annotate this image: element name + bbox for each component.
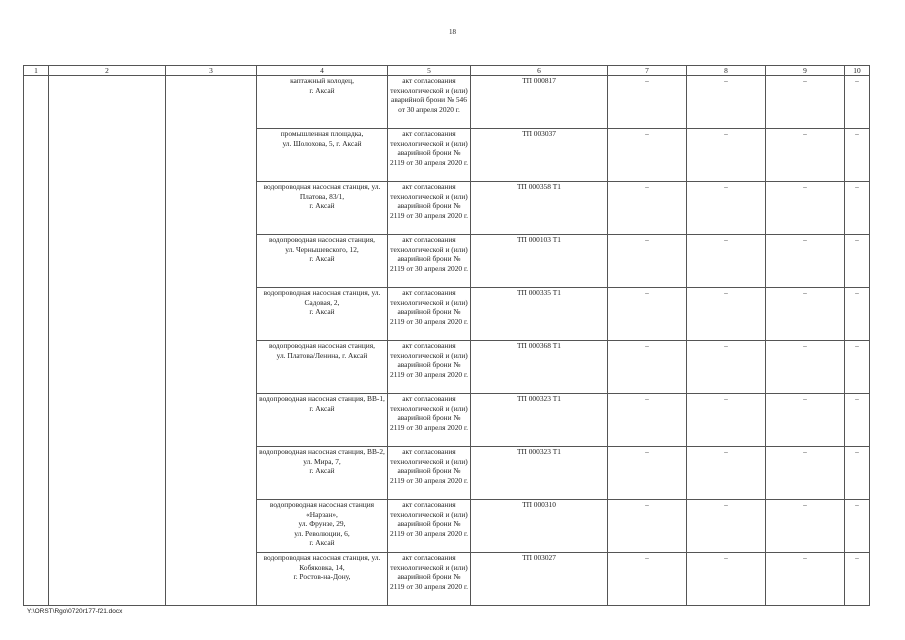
table-body (24, 66, 870, 606)
col-10-cell: – (845, 553, 870, 606)
object-cell: водопроводная насосная станция, ул. Платова, 83/1, г. Аксай (257, 182, 388, 235)
column-header: 8 (687, 66, 766, 76)
column-header: 6 (471, 66, 608, 76)
col-7-cell: – (608, 341, 687, 394)
act-cell: акт согласования технологической и (или) аварийной брони № 2119 от 30 апреля 2020 г. (388, 129, 471, 182)
col-8-cell: – (687, 447, 766, 500)
act-cell: акт согласования технологической и (или) аварийной брони № 2119 от 30 апреля 2020 г. (388, 553, 471, 606)
col-7-cell: – (608, 394, 687, 447)
column-header: 1 (24, 66, 49, 76)
col-9-cell: – (766, 76, 845, 129)
col-7-cell: – (608, 500, 687, 553)
col-9-cell: – (766, 182, 845, 235)
column-header: 7 (608, 66, 687, 76)
act-cell: акт согласования технологической и (или) аварийной брони № 2119 от 30 апреля 2020 г. (388, 288, 471, 341)
code-cell: ТП 003037 (471, 129, 608, 182)
object-cell: водопроводная насосная станция «Нарзан», ул. Фрунзе, 29, ул. Революции, 6, г. Аксай (257, 500, 388, 553)
col-7-cell: – (608, 235, 687, 288)
col-9-cell: – (766, 341, 845, 394)
col-10-cell: – (845, 182, 870, 235)
code-cell: ТП 000368 Т1 (471, 341, 608, 394)
object-cell: водопроводная насосная станция, ВВ-2, ул. Мира, 7, г. Аксай (257, 447, 388, 500)
col-7-cell: – (608, 553, 687, 606)
col-8-cell: – (687, 500, 766, 553)
data-table (23, 65, 870, 606)
col-9-cell: – (766, 553, 845, 606)
col-2-cell (49, 76, 166, 606)
col-3-cell (166, 76, 257, 606)
act-cell: акт согласования технологической и (или) аварийной брони № 2119 от 30 апреля 2020 г. (388, 447, 471, 500)
col-8-cell: – (687, 553, 766, 606)
code-cell: ТП 000103 Т1 (471, 235, 608, 288)
table-row (24, 76, 870, 129)
col-10-cell: – (845, 394, 870, 447)
code-cell: ТП 000358 Т1 (471, 182, 608, 235)
object-cell: водопроводная насосная станция, ВВ-1, г. Аксай (257, 394, 388, 447)
object-cell: каптажный колодец, г. Аксай (257, 76, 388, 129)
col-7-cell: – (608, 288, 687, 341)
page-number: 18 (449, 28, 456, 36)
column-header: 9 (766, 66, 845, 76)
act-cell: акт согласования технологической и (или) аварийной брони № 2119 от 30 апреля 2020 г. (388, 394, 471, 447)
header-row (24, 66, 870, 76)
column-header: 10 (845, 66, 870, 76)
col-1-cell (24, 76, 49, 606)
col-8-cell: – (687, 76, 766, 129)
col-7-cell: – (608, 447, 687, 500)
col-9-cell: – (766, 288, 845, 341)
col-10-cell: – (845, 500, 870, 553)
act-cell: акт согласования технологической и (или) аварийной брони № 2119 от 30 апреля 2020 г. (388, 341, 471, 394)
column-header: 2 (49, 66, 166, 76)
object-cell: промышленная площадка, ул. Шолохова, 5, г. Аксай (257, 129, 388, 182)
code-cell: ТП 003027 (471, 553, 608, 606)
col-9-cell: – (766, 129, 845, 182)
col-10-cell: – (845, 447, 870, 500)
object-cell: водопроводная насосная станция, ул. Кобяковка, 14, г. Ростов-на-Дону, (257, 553, 388, 606)
col-9-cell: – (766, 500, 845, 553)
column-header: 3 (166, 66, 257, 76)
file-path-footer: Y:\ORST\Rgo\0720r177-f21.docx (27, 608, 123, 615)
code-cell: ТП 000323 Т1 (471, 447, 608, 500)
col-8-cell: – (687, 129, 766, 182)
code-cell: ТП 000817 (471, 76, 608, 129)
col-7-cell: – (608, 76, 687, 129)
column-header: 5 (388, 66, 471, 76)
code-cell: ТП 000323 Т1 (471, 394, 608, 447)
col-8-cell: – (687, 182, 766, 235)
col-8-cell: – (687, 235, 766, 288)
col-9-cell: – (766, 394, 845, 447)
act-cell: акт согласования технологической и (или) аварийной брони № 2119 от 30 апреля 2020 г. (388, 235, 471, 288)
column-header: 4 (257, 66, 388, 76)
col-10-cell: – (845, 129, 870, 182)
act-cell: акт согласования технологической и (или) аварийной брони № 2119 от 30 апреля 2020 г. (388, 500, 471, 553)
col-10-cell: – (845, 235, 870, 288)
col-10-cell: – (845, 76, 870, 129)
col-7-cell: – (608, 182, 687, 235)
col-8-cell: – (687, 394, 766, 447)
code-cell: ТП 000335 Т1 (471, 288, 608, 341)
col-10-cell: – (845, 341, 870, 394)
col-9-cell: – (766, 447, 845, 500)
code-cell: ТП 000310 (471, 500, 608, 553)
col-8-cell: – (687, 341, 766, 394)
act-cell: акт согласования технологической и (или) аварийной брони № 2119 от 30 апреля 2020 г. (388, 182, 471, 235)
col-8-cell: – (687, 288, 766, 341)
col-9-cell: – (766, 235, 845, 288)
col-7-cell: – (608, 129, 687, 182)
col-10-cell: – (845, 288, 870, 341)
object-cell: водопроводная насосная станция, ул. Садовая, 2, г. Аксай (257, 288, 388, 341)
object-cell: водопроводная насосная станция, ул. Чернышевского, 12, г. Аксай (257, 235, 388, 288)
act-cell: акт согласования технологической и (или) аварийной брони № 546 от 30 апреля 2020 г. (388, 76, 471, 129)
object-cell: водопроводная насосная станция, ул. Платова/Ленина, г. Аксай (257, 341, 388, 394)
